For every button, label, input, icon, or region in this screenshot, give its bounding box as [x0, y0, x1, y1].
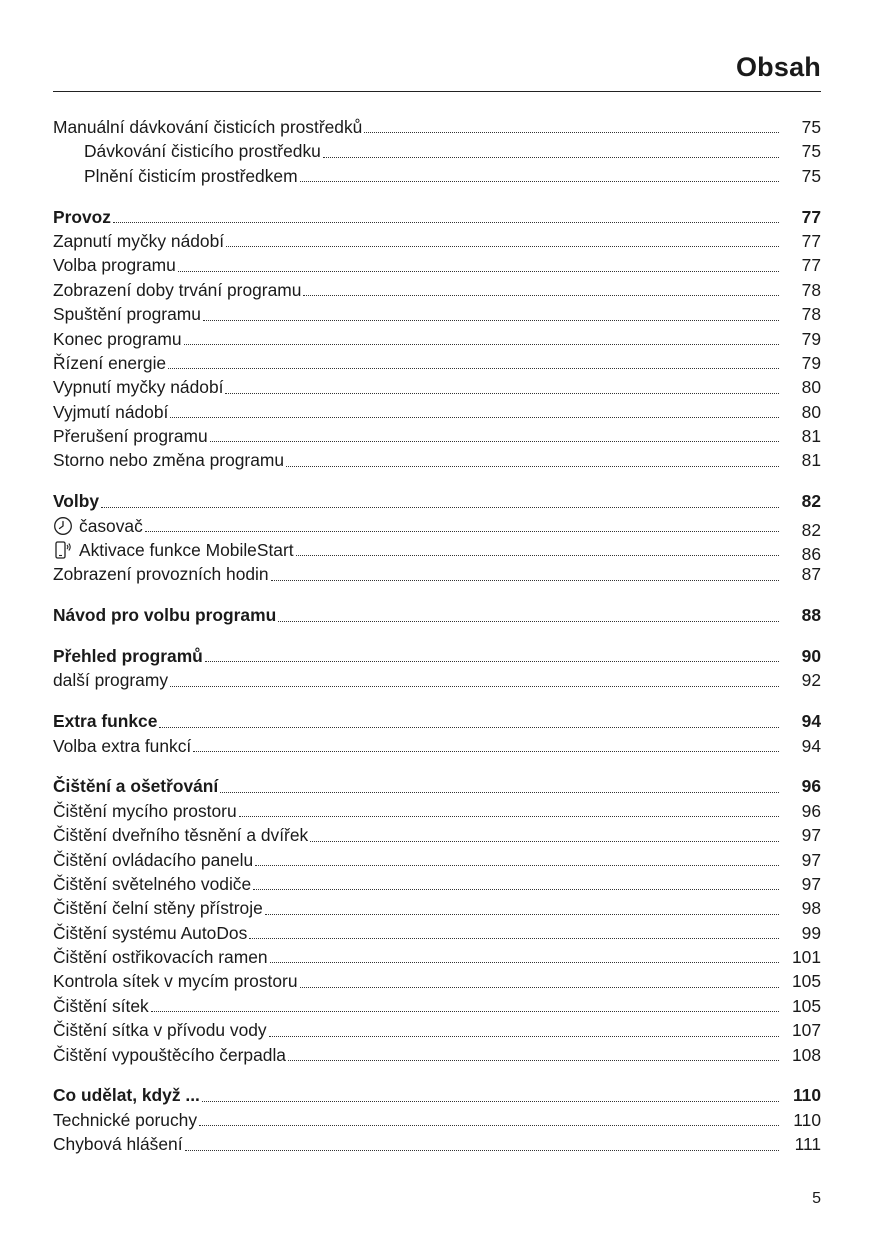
dot-leader: [199, 1125, 779, 1126]
toc-entry-page: 80: [801, 377, 821, 398]
toc-entry-label: [53, 351, 166, 375]
dot-leader: [178, 271, 779, 272]
toc-entry-label: [53, 709, 157, 733]
toc-entry[interactable]: [53, 921, 821, 945]
toc-entry-page: 96: [801, 800, 821, 821]
toc-entry-page: 105: [791, 971, 821, 992]
dot-leader: [300, 987, 779, 988]
toc-entry[interactable]: [53, 872, 821, 896]
dot-leader: [278, 621, 779, 622]
toc-entry[interactable]: [53, 448, 821, 472]
toc-entry[interactable]: [53, 1043, 821, 1067]
toc-entry[interactable]: [53, 489, 821, 513]
toc-entry-text: Volba programu: [53, 255, 176, 276]
toc-entry-page: 78: [801, 279, 821, 300]
dot-leader: [159, 727, 779, 728]
toc-entry-page: 92: [801, 670, 821, 691]
toc-entry-page: 90: [801, 645, 821, 666]
toc-entry-label: [53, 644, 203, 668]
toc-entry[interactable]: [53, 1083, 821, 1107]
toc-entry-text: Čištění ovládacího panelu: [53, 849, 254, 870]
dot-leader: [270, 962, 779, 963]
toc-entry-text: Přehled programů: [53, 645, 203, 666]
toc-entry-page: 108: [791, 1044, 821, 1065]
toc-entry-text: Vyjmutí nádobí: [53, 401, 169, 422]
toc-entry[interactable]: [53, 351, 821, 375]
toc-entry[interactable]: [53, 164, 821, 188]
toc-entry-label: [53, 799, 237, 823]
toc-entry-page: 88: [801, 605, 821, 626]
toc-entry-text: Čištění mycího prostoru: [53, 800, 237, 821]
toc-entry[interactable]: [53, 205, 821, 229]
toc-entry-label: [53, 668, 168, 692]
toc-entry[interactable]: [53, 774, 821, 798]
toc-entry-text: Volba extra funkcí: [53, 735, 192, 756]
toc-entry-label: [53, 489, 99, 513]
toc-entry-page: 101: [791, 947, 821, 968]
toc-entry-page: 110: [793, 1109, 821, 1130]
toc-entry-label: [53, 400, 168, 424]
toc-entry-page: 99: [801, 922, 821, 943]
toc-entry-text: Plnění čisticím prostředkem: [84, 165, 298, 186]
toc-entry-page: 82: [801, 491, 821, 512]
toc-entry-label: [53, 115, 362, 139]
toc-entry-text: Konec programu: [53, 328, 182, 349]
dot-leader: [265, 914, 779, 915]
toc-entry-text: Storno nebo změna programu: [53, 450, 285, 471]
dot-leader: [255, 865, 779, 866]
toc-entry-label: [53, 1083, 200, 1107]
toc-entry-text: Volby: [53, 491, 100, 512]
toc-entry-page: 96: [801, 776, 821, 797]
toc-entry[interactable]: [53, 424, 821, 448]
toc-entry-page: 77: [801, 230, 821, 251]
dot-leader: [288, 1060, 779, 1061]
toc-entry-label: [84, 139, 321, 163]
toc-entry-label: [53, 253, 176, 277]
dot-leader: [225, 393, 779, 394]
page-number: 5: [812, 1190, 821, 1207]
toc-entry-page: 81: [801, 450, 821, 471]
toc-entry-text: Chybová hlášení: [53, 1134, 183, 1155]
toc-entry-label: [53, 538, 294, 562]
toc-entry-text: Čištění dveřního těsnění a dvířek: [53, 825, 309, 846]
toc-entry-label: [53, 1018, 267, 1042]
toc-entry-text: Čištění sítka v přívodu vody: [53, 1020, 267, 1041]
dot-leader: [271, 580, 779, 581]
toc-entry-page: 82: [801, 519, 821, 540]
toc-entry[interactable]: [53, 896, 821, 920]
toc-entry-page: 77: [801, 206, 821, 227]
toc-entry-page: 81: [801, 426, 821, 447]
dot-leader: [220, 792, 779, 793]
toc-entry[interactable]: [53, 253, 821, 277]
toc-entry[interactable]: [53, 562, 821, 586]
toc-entry-text: Řízení energie: [53, 352, 167, 373]
dot-leader: [300, 181, 779, 182]
toc-entry[interactable]: [53, 514, 821, 538]
toc-entry-label: [53, 945, 268, 969]
clock-icon: [53, 516, 73, 536]
toc-entry-text: Manuální dávkování čisticích prostředků: [53, 117, 363, 137]
toc-entry-label: [53, 327, 182, 351]
toc-entry-page: 80: [801, 401, 821, 422]
toc-entry-page: 94: [801, 735, 821, 756]
toc-entry-label: [53, 872, 251, 896]
toc-entry[interactable]: [53, 668, 821, 692]
dot-leader: [145, 531, 779, 532]
toc-entry-text: časovač: [79, 515, 143, 536]
toc-entry[interactable]: [53, 709, 821, 733]
dot-leader: [101, 507, 779, 508]
toc-entry-text: Návod pro volbu programu: [53, 605, 277, 626]
toc-entry[interactable]: [53, 229, 821, 253]
dot-leader: [239, 816, 779, 817]
toc-entry-page: 107: [791, 1020, 821, 1041]
toc-entry-label: [53, 562, 269, 586]
dot-leader: [170, 686, 779, 687]
toc-entry-text: Provoz: [53, 206, 111, 227]
toc-entry-text: Čištění a ošetřování: [53, 776, 219, 797]
toc-entry-page: 111: [794, 1134, 821, 1155]
toc-entry-page: 97: [801, 849, 821, 870]
dot-leader: [226, 246, 779, 247]
toc-entry[interactable]: [53, 538, 821, 565]
dot-leader: [303, 295, 779, 296]
toc-entry-page: 98: [801, 898, 821, 919]
toc-entry-label: [53, 278, 301, 302]
toc-entry[interactable]: [53, 115, 821, 139]
toc-entry-text: Čištění systému AutoDos: [53, 922, 248, 943]
toc-entry-text: Aktivace funkce MobileStart: [79, 540, 294, 561]
toc-entry[interactable]: [53, 603, 821, 627]
toc-entry-text: Čištění čelní stěny přístroje: [53, 898, 263, 919]
toc-entry-page: 75: [801, 141, 821, 162]
toc-entry-text: Extra funkce: [53, 711, 158, 732]
toc-entry-label: [53, 1132, 183, 1156]
dot-leader: [249, 938, 779, 939]
toc-entry-text: Čištění vypouštěcího čerpadla: [53, 1044, 286, 1065]
toc-entry-label: [53, 774, 218, 798]
toc-entry-text: Technické poruchy: [53, 1109, 198, 1130]
toc-entry[interactable]: [53, 1132, 821, 1156]
table-of-contents: [53, 115, 821, 1157]
toc-entry-page: 94: [801, 711, 821, 732]
toc-entry-text: Kontrola sítek v mycím prostoru: [53, 971, 298, 992]
toc-entry-text: Čištění sítek: [53, 995, 149, 1016]
page-title: Obsah: [735, 52, 821, 82]
toc-entry-page: 75: [801, 117, 821, 137]
toc-entry-page: 110: [792, 1085, 821, 1106]
dot-leader: [205, 661, 779, 662]
toc-entry-page: 97: [801, 873, 821, 894]
toc-entry-page: 77: [801, 255, 821, 276]
toc-entry-label: [53, 848, 253, 872]
toc-entry-page: 86: [801, 544, 821, 565]
toc-entry-label: [53, 603, 276, 627]
toc-entry[interactable]: [53, 139, 821, 163]
toc-entry-text: Zobrazení provozních hodin: [53, 564, 269, 585]
toc-entry-label: [84, 164, 298, 188]
toc-entry-label: [53, 448, 284, 472]
toc-entry-text: další programy: [53, 670, 169, 691]
toc-entry[interactable]: [53, 400, 821, 424]
dot-leader: [296, 555, 779, 556]
toc-entry-text: Dávkování čisticího prostředku: [84, 141, 321, 162]
toc-entry[interactable]: [53, 1108, 821, 1132]
toc-entry-label: [53, 205, 111, 229]
dot-leader: [253, 889, 779, 890]
dot-leader: [113, 222, 779, 223]
toc-entry-label: [53, 896, 263, 920]
toc-entry[interactable]: [53, 278, 821, 302]
toc-entry-text: Zobrazení doby trvání programu: [53, 279, 302, 300]
dot-leader: [323, 157, 779, 158]
dot-leader: [168, 368, 779, 369]
toc-entry-page: 75: [801, 165, 821, 186]
header-rule: [53, 91, 821, 92]
toc-entry-page: 105: [791, 995, 821, 1016]
toc-entry-label: [53, 229, 224, 253]
toc-entry-page: 79: [801, 352, 821, 373]
toc-entry[interactable]: [53, 1018, 821, 1042]
toc-entry-label: [53, 969, 298, 993]
toc-entry-text: Přerušení programu: [53, 426, 208, 447]
dot-leader: [203, 320, 779, 321]
toc-entry-label: [53, 424, 208, 448]
dot-leader: [193, 751, 779, 752]
toc-entry-label: [53, 994, 149, 1018]
toc-entry[interactable]: [53, 994, 821, 1018]
toc-entry[interactable]: [53, 848, 821, 872]
toc-entry[interactable]: [53, 375, 821, 399]
dot-leader: [310, 841, 779, 842]
dot-leader: [151, 1011, 779, 1012]
toc-entry-label: [53, 1108, 197, 1132]
toc-entry-text: Co udělat, když ...: [53, 1085, 200, 1106]
toc-entry-page: 79: [801, 328, 821, 349]
toc-entry-text: Čištění světelného vodiče: [53, 873, 252, 894]
toc-entry[interactable]: [53, 644, 821, 668]
toc-entry-text: Zapnutí myčky nádobí: [53, 230, 225, 251]
dot-leader: [286, 466, 779, 467]
toc-entry-label: [53, 514, 143, 538]
dot-leader: [202, 1101, 779, 1102]
mobile-start-icon: [53, 540, 73, 560]
toc-entry-label: [53, 1043, 286, 1067]
toc-entry[interactable]: [53, 327, 821, 351]
toc-entry[interactable]: [53, 302, 821, 326]
dot-leader: [210, 441, 779, 442]
toc-entry[interactable]: [53, 734, 821, 758]
dot-leader: [185, 1150, 779, 1151]
dot-leader: [184, 344, 779, 345]
toc-entry-label: [53, 734, 191, 758]
toc-entry-label: [53, 823, 308, 847]
toc-entry-label: [53, 921, 247, 945]
dot-leader: [170, 417, 779, 418]
toc-entry-label: [53, 375, 223, 399]
toc-entry-text: Spuštění programu: [53, 304, 201, 325]
toc-entry[interactable]: [53, 823, 821, 847]
dot-leader: [364, 132, 779, 133]
toc-entry-text: Čištění ostřikovacích ramen: [53, 947, 268, 968]
toc-entry[interactable]: [53, 969, 821, 993]
toc-entry-text: Vypnutí myčky nádobí: [53, 377, 224, 398]
toc-entry-page: 78: [801, 304, 821, 325]
toc-entry[interactable]: [53, 799, 821, 823]
dot-leader: [269, 1036, 779, 1037]
toc-entry-page: 87: [801, 564, 821, 585]
toc-entry-label: [53, 302, 201, 326]
toc-entry-page: 97: [801, 825, 821, 846]
toc-entry[interactable]: [53, 945, 821, 969]
